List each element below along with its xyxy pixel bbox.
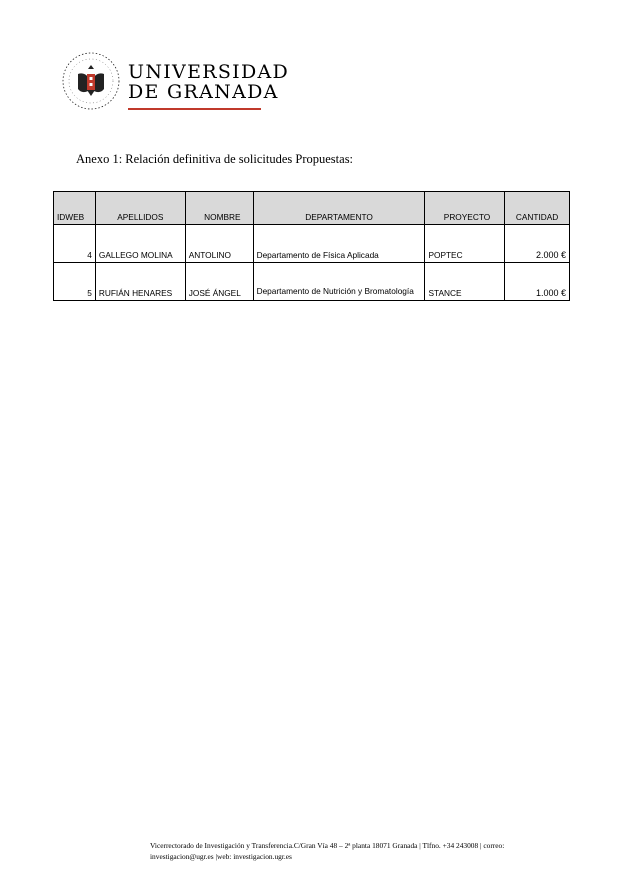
university-logo (58, 50, 290, 112)
cell-cantidad: 2.000 € (505, 225, 570, 263)
table-header-row (54, 192, 570, 225)
col-apellidos: APELLIDOS (95, 192, 185, 225)
university-wordmark (128, 63, 289, 103)
cell-cantidad: 1.000 € (505, 263, 570, 301)
page-footer (150, 840, 580, 862)
cell-apellidos: RUFIÁN HENARES (95, 263, 185, 301)
logo-line2: DE GRANADA (128, 81, 279, 103)
col-departamento: DEPARTAMENTO (253, 192, 425, 225)
col-nombre: NOMBRE (185, 192, 253, 225)
col-proyecto: PROYECTO (425, 192, 505, 225)
col-cantidad: CANTIDAD (505, 192, 570, 225)
col-idweb: IDWEB (54, 192, 96, 225)
footer-line2: investigacion@ugr.es |web: investigacion.ugr.es (150, 852, 292, 861)
cell-proyecto: STANCE (425, 263, 505, 301)
logo-rule (128, 108, 261, 110)
cell-apellidos: GALLEGO MOLINA (95, 225, 185, 263)
cell-departamento: Departamento de Física Aplicada (253, 225, 425, 263)
page-title: Anexo 1: Relación definitiva de solicitudes Propuestas: (76, 152, 354, 166)
cell-idweb: 4 (54, 225, 96, 263)
cell-proyecto: POPTEC (425, 225, 505, 263)
applications-table (53, 191, 570, 301)
cell-idweb: 5 (54, 263, 96, 301)
cell-nombre: JOSÉ ÁNGEL (185, 263, 253, 301)
cell-nombre: ANTOLINO (185, 225, 253, 263)
logo-line1: UNIVERSIDAD (128, 61, 290, 83)
table-row (54, 225, 570, 263)
table-row (54, 263, 570, 301)
university-seal-icon (58, 50, 124, 112)
cell-departamento: Departamento de Nutrición y Bromatología (253, 263, 425, 301)
footer-line1: Vicerrectorado de Investigación y Transferencia.C/Gran Vía 48 – 2ª planta 18071 Granada | Tlfno. +34 243008 | correo: (150, 841, 505, 850)
